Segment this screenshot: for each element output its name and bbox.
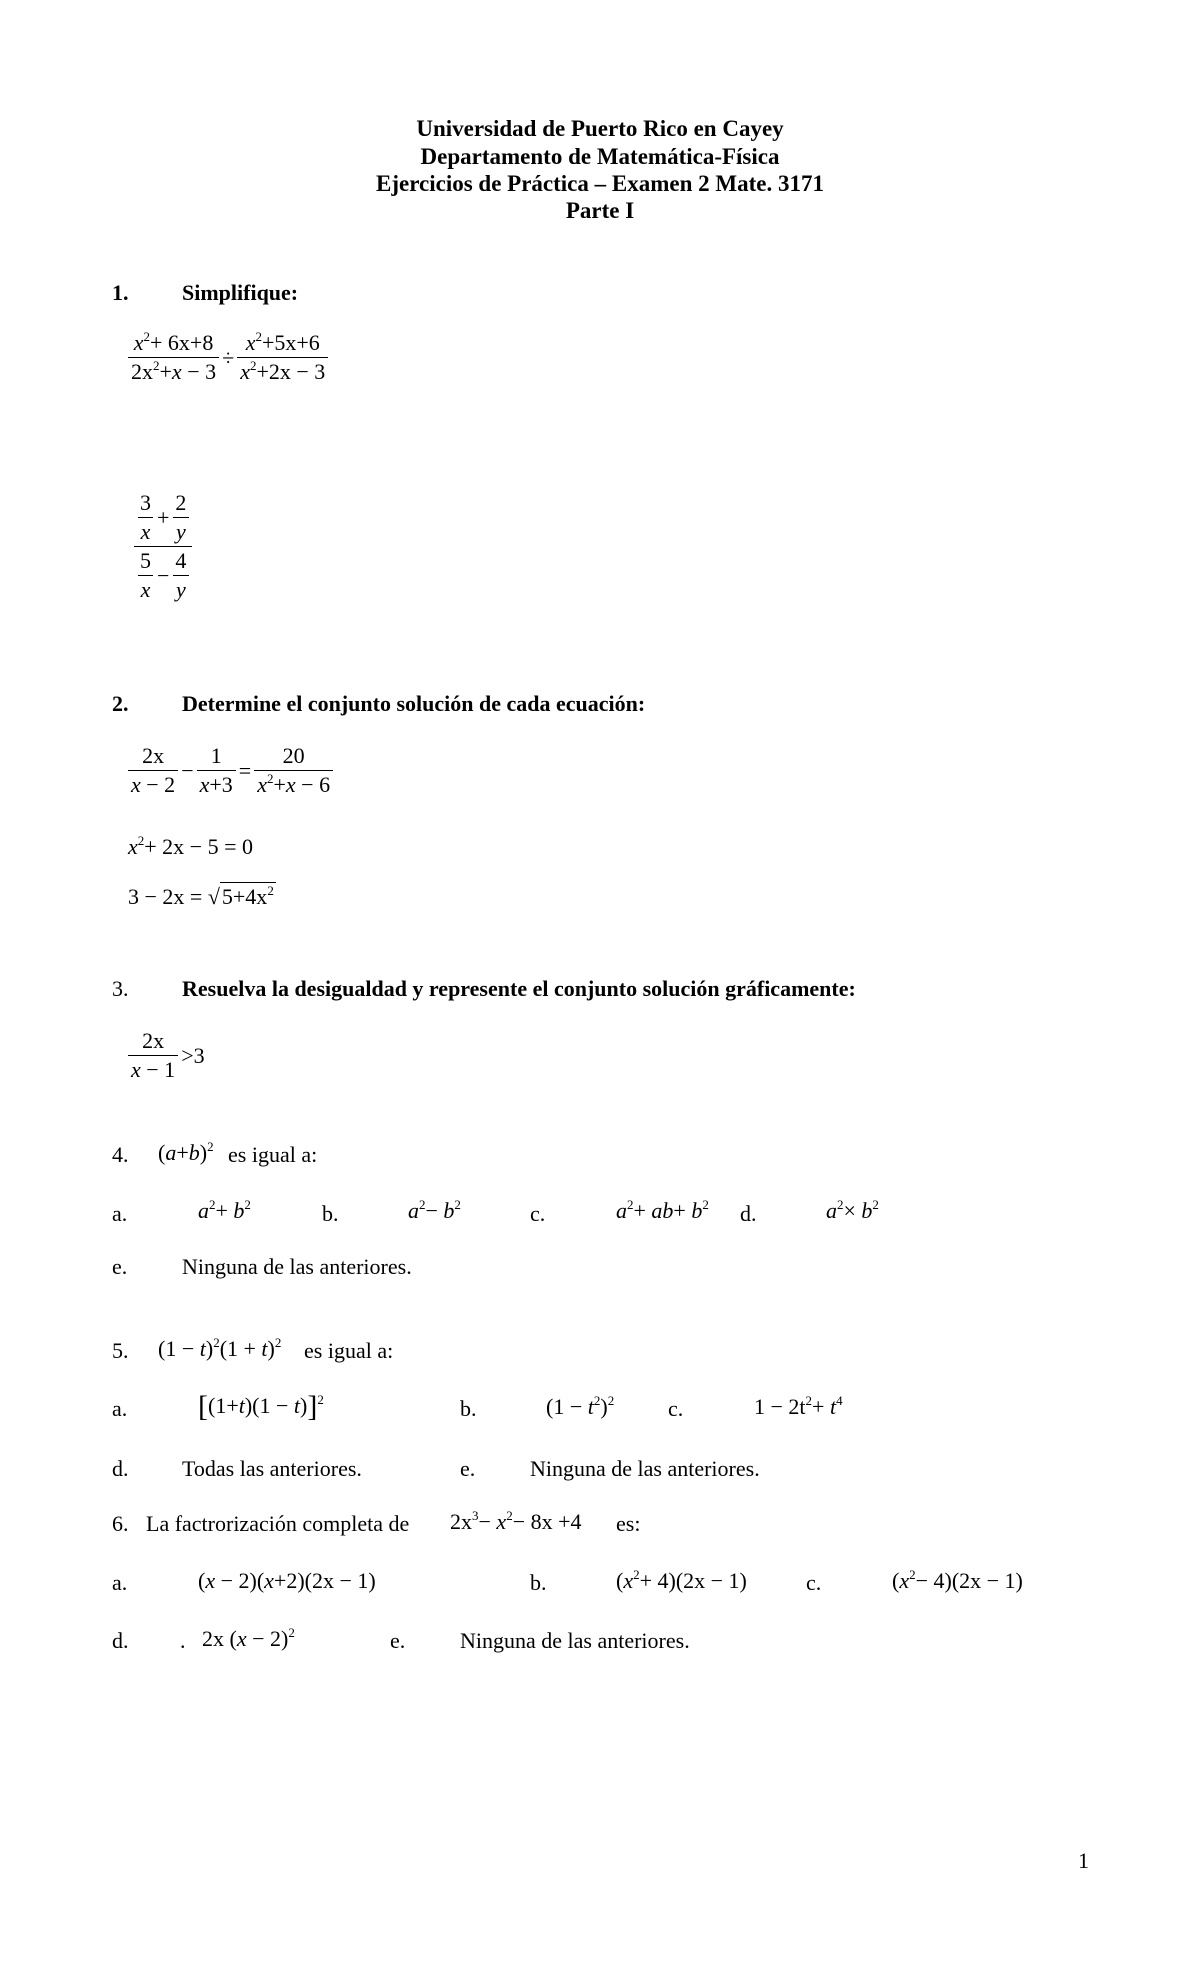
q5-option-c: $1 - 2t^2+ t^4$: [754, 1393, 843, 1419]
q1-prompt: Simplifique:: [182, 280, 299, 305]
q5-expression: $(1 - t)^2(1 + t)^2$: [158, 1335, 282, 1361]
q6-expression: $2x^3- x^2- 8x +4$: [450, 1508, 582, 1534]
q6-label-b: b.: [530, 1570, 547, 1595]
q5-label-b: b.: [460, 1396, 477, 1421]
q4-option-b: $a^2- b^2$: [408, 1197, 461, 1223]
document-title: Ejercicios de Práctica – Examen 2 Mate. 3171: [376, 171, 824, 196]
q4-option-d: $a^2\times b^2$: [826, 1197, 879, 1223]
q6-label-a: a.: [112, 1570, 128, 1595]
q2-number: 2.: [112, 691, 129, 716]
q4-option-c: $a^2+ ab+ b^2$: [616, 1197, 709, 1223]
q5-option-e: Ninguna de las anteriores.: [530, 1456, 760, 1481]
q5-option-a: $[(1+t)(1 - t)]^2$: [198, 1390, 324, 1423]
q4-label-a: a.: [112, 1201, 128, 1226]
q5-label-c: c.: [668, 1396, 684, 1421]
q1-number: 1.: [112, 280, 129, 305]
q6-option-e: Ninguna de las anteriores.: [460, 1628, 690, 1653]
q2-equation-3: $3 - 2x = √5+4x^2$: [128, 883, 274, 909]
q2-prompt: Determine el conjunto solución de cada ecuación:: [182, 691, 646, 716]
q4-label-e: e.: [112, 1254, 128, 1279]
q3-number: 3.: [112, 976, 129, 1001]
q6-suffix: es:: [616, 1511, 641, 1536]
q6-option-b: $(x^2+ 4)(2x - 1)$: [616, 1567, 747, 1593]
q6-option-d-dot: .: [180, 1628, 186, 1653]
q4-label-c: c.: [530, 1201, 546, 1226]
q6-option-a: (x − 2)(x+2)(2x − 1): [198, 1568, 376, 1593]
q4-suffix: es igual a:: [228, 1142, 318, 1167]
university-name: Universidad de Puerto Rico en Cayey: [416, 116, 784, 141]
q4-number: 4.: [112, 1142, 129, 1167]
q4-expression: $(a+b)^2$: [158, 1139, 214, 1165]
q3-prompt: Resuelva la desigualdad y represente el conjunto solución gráficamente:: [182, 976, 856, 1001]
q4-label-d: d.: [740, 1201, 757, 1226]
q5-option-b: $(1 - t^2)^2$: [546, 1393, 615, 1419]
q6-number: 6.: [112, 1511, 129, 1536]
q5-suffix: es igual a:: [304, 1338, 394, 1363]
q6-option-c: $(x^2- 4)(2x - 1)$: [892, 1567, 1023, 1593]
q2-equation-1: $\frac{2x}{x - 2}$ − $\frac{1}{x+3}$ = $\frac{20}{x^2+x - 6}$: [128, 745, 333, 796]
q6-label-c: c.: [806, 1570, 822, 1595]
q5-number: 5.: [112, 1338, 129, 1363]
part-label: Parte I: [565, 198, 635, 223]
q3-inequality: $\frac{2x}{x - 1}$ >3: [128, 1030, 208, 1081]
department-name: Departamento de Matemática-Física: [420, 144, 780, 169]
q5-option-d: Todas las anteriores.: [182, 1456, 362, 1481]
q6-option-d: 2x $(x - 2)^2$: [202, 1625, 295, 1651]
q6-label-e: e.: [390, 1628, 406, 1653]
page-number: 1: [1078, 1848, 1089, 1873]
q5-label-a: a.: [112, 1396, 128, 1421]
q1-expression-a: $\frac{x^2+ 6x+8}{2x^2+x - 3}$ ÷ $\frac{x^2+5x+6}{x^2+2x - 3}$: [128, 332, 328, 383]
q1-expression-b: $\frac{3}{x}$ + $\frac{2}{y}$ $\frac{5}{x}$ − $\frac{4}{y}$: [134, 492, 192, 601]
q6-label-d: d.: [112, 1628, 129, 1653]
q6-prefix: La factrorización completa de: [146, 1511, 410, 1536]
q4-option-e: Ninguna de las anteriores.: [182, 1254, 412, 1279]
q4-option-a: $a^2+ b^2$: [198, 1197, 251, 1223]
q4-label-b: b.: [322, 1201, 339, 1226]
q5-label-e: e.: [460, 1456, 476, 1481]
q2-equation-2: $x^2+ 2x - 5 = 0$: [128, 833, 253, 859]
q5-label-d: d.: [112, 1456, 129, 1481]
